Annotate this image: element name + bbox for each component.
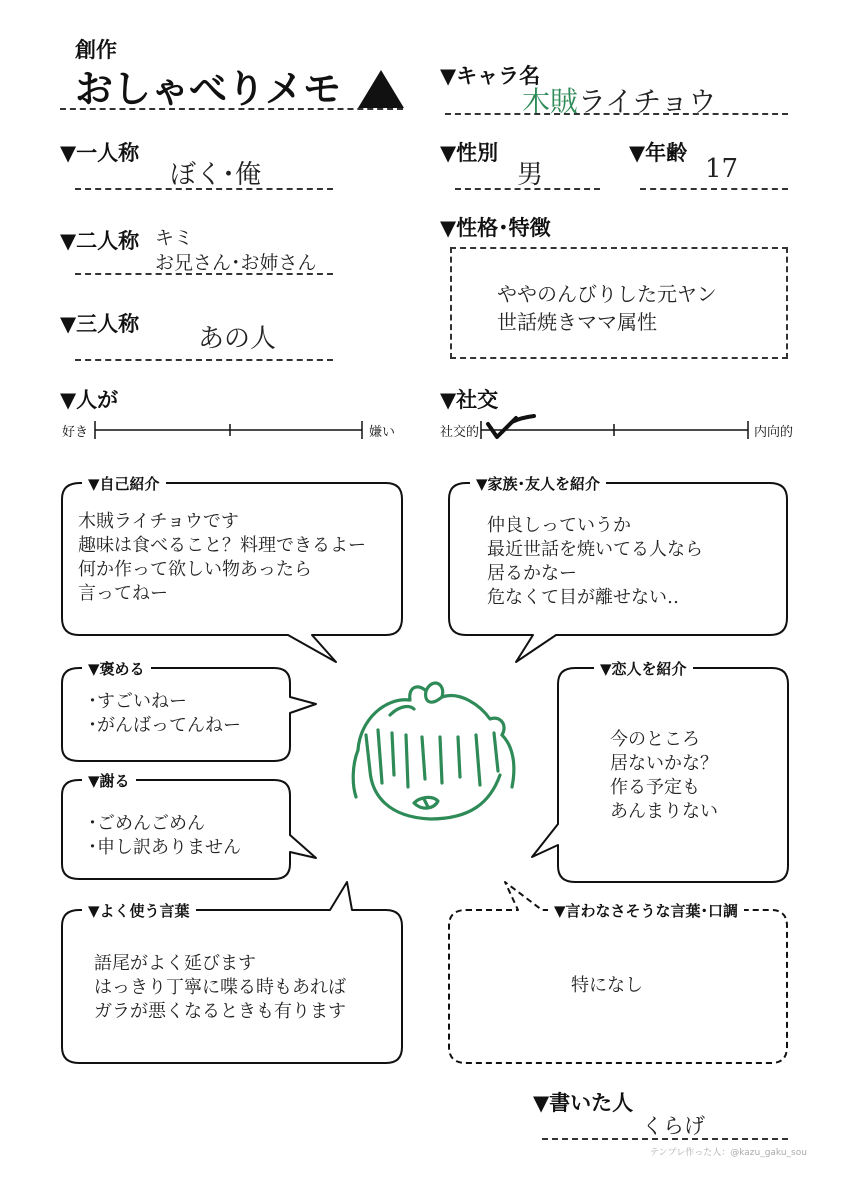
third-person-label: ▼三人称 — [60, 312, 140, 336]
second-person-line2: お兄さん･お姉さん — [155, 252, 317, 274]
people-scale-label: ▼人が — [60, 388, 119, 412]
lover-intro-line: 今のところ — [610, 729, 700, 750]
apologize-text — [88, 812, 241, 860]
first-person-value: ぼく･俺 — [170, 160, 262, 190]
lover-intro-line: 居ないかな？ — [610, 753, 718, 774]
gender-label: ▼性別 — [440, 141, 499, 165]
first-person-label: ▼一人称 — [60, 141, 140, 165]
character-face-doodle — [330, 675, 540, 830]
page-title: おしゃべりメモ — [75, 67, 342, 111]
unlikely-words-text: 特になし — [571, 975, 643, 996]
social-scale-left: 社交的 — [440, 425, 480, 440]
header-kicker: 創作 — [75, 38, 117, 62]
common-words-line: はっきり丁寧に喋る時もあれば — [94, 977, 346, 998]
gender-value: 男 — [517, 160, 544, 190]
lover-intro-line: 作る予定も — [610, 777, 700, 798]
apologize-title: ▼謝る — [82, 770, 136, 791]
people-scale-left: 好き — [62, 425, 89, 440]
praise-text — [88, 690, 241, 738]
apologize-line: ･申し訳ありません — [88, 837, 241, 858]
age-value: 17 — [705, 154, 739, 184]
social-scale-label: ▼社交 — [440, 388, 499, 412]
praise-line: ･がんばってんねー — [88, 715, 241, 736]
apologize-line: ･ごめんごめん — [88, 813, 205, 834]
personality-line1: ややのんびりした元ヤン — [497, 282, 717, 306]
self-intro-line: 趣味は食べること？料理できるよー — [78, 535, 366, 556]
author-label: ▼書いた人 — [533, 1091, 634, 1115]
family-intro-line: 最近世話を焼いてる人なら — [487, 539, 703, 560]
lover-intro-title: ▼恋人を紹介 — [594, 658, 693, 679]
self-intro-text — [78, 510, 366, 606]
second-person-line1: キミ — [155, 227, 194, 249]
family-intro-line: 危なくて目が離せない‥ — [487, 587, 680, 608]
personality-line2: 世話焼きママ属性 — [497, 310, 657, 334]
family-intro-text — [487, 514, 703, 610]
credit-text: テンプレ作った人：@kazu_gaku_sou — [650, 1148, 807, 1158]
common-words-line: 語尾がよく延びます — [94, 953, 256, 974]
chara-name-given: ライチョウ — [578, 85, 717, 118]
self-intro-line: 言ってねー — [78, 583, 168, 604]
unlikely-words-title: ▼言わなさそうな言葉･口調 — [548, 900, 744, 921]
author-underline — [542, 1138, 788, 1140]
chara-label: ▼キャラ名 — [440, 64, 541, 88]
lover-intro-text — [610, 728, 718, 824]
family-intro-line: 仲良しっていうか — [487, 515, 631, 536]
self-intro-line: 何か作って欲しい物あったら — [78, 559, 312, 580]
family-intro-title: ▼家族･友人を紹介 — [470, 473, 606, 494]
people-scale-right: 嫌い — [369, 425, 396, 440]
lover-intro-line: あんまりない — [610, 801, 718, 822]
third-person-value: あの人 — [198, 324, 277, 354]
social-scale-right: 内向的 — [754, 425, 794, 440]
self-intro-title: ▼自己紹介 — [82, 473, 166, 494]
second-person-label: ▼二人称 — [60, 229, 140, 253]
personality-label: ▼性格･特徴 — [440, 216, 551, 240]
common-words-title: ▼よく使う言葉 — [82, 900, 196, 921]
self-intro-line: 木賊ライチョウです — [78, 511, 239, 532]
praise-title: ▼褒める — [82, 658, 151, 679]
common-words-line: ガラが悪くなるときも有ります — [94, 1001, 346, 1022]
praise-line: ･すごいねー — [88, 691, 187, 712]
chara-name-surname: 木賊 — [522, 85, 579, 118]
family-intro-line: 居るかなー — [487, 563, 577, 584]
common-words-text — [94, 952, 346, 1024]
author-value: くらげ — [642, 1114, 705, 1138]
age-label: ▼年齢 — [629, 141, 688, 165]
